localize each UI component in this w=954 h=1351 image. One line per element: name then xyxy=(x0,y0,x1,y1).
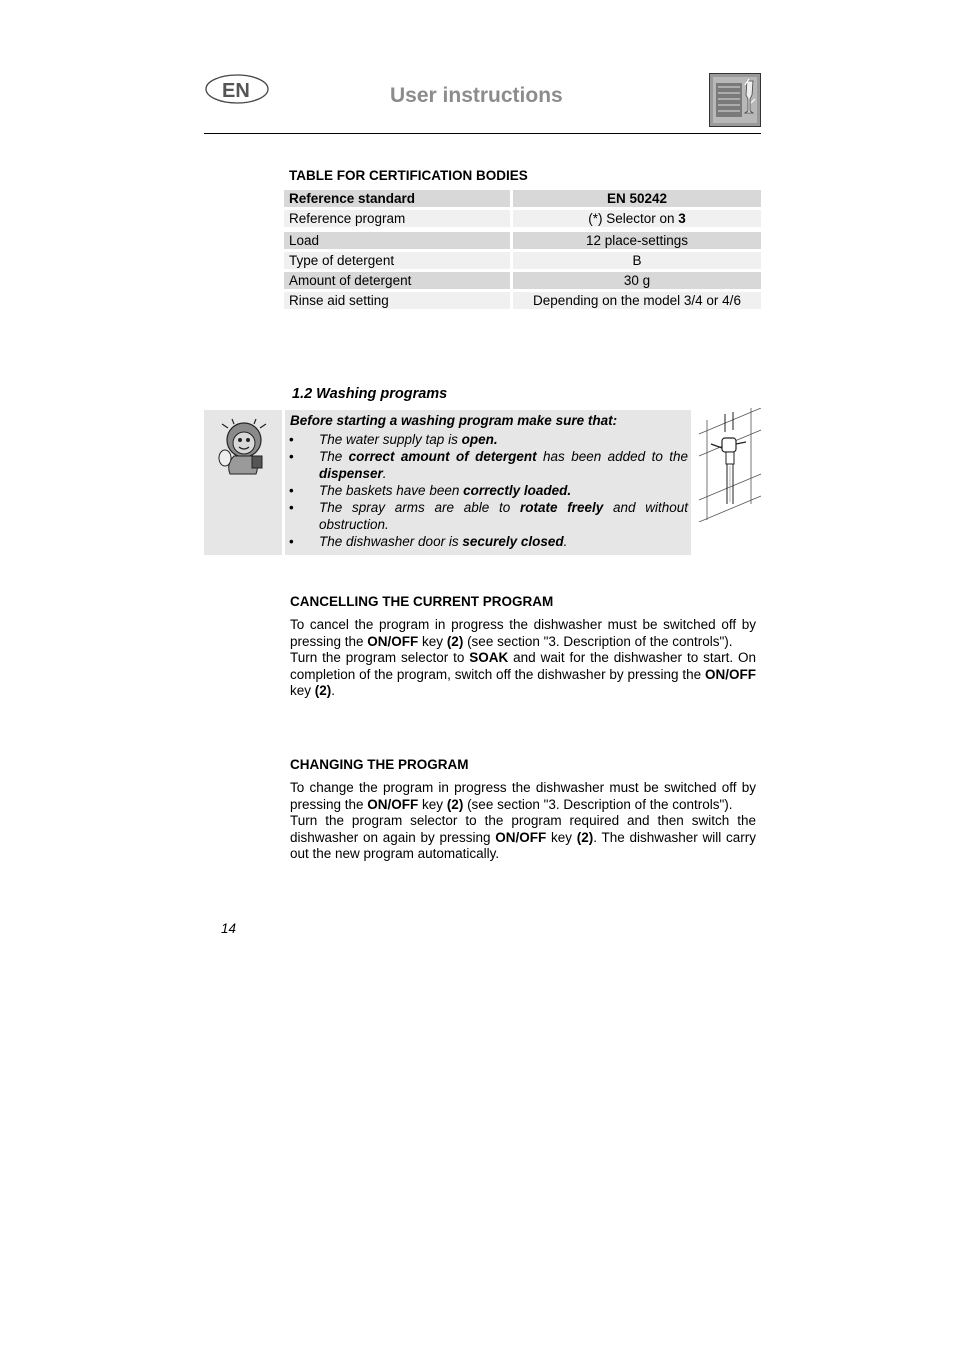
item-text: The spray arms are able to xyxy=(319,500,520,515)
item-text: The dishwasher door is xyxy=(319,534,463,549)
checklist-intro: Before starting a washing program make sure that: xyxy=(290,413,618,428)
table-row xyxy=(284,210,761,227)
soak-label: SOAK xyxy=(469,650,509,666)
item-emphasis: correct amount of detergent xyxy=(348,449,537,464)
list-item xyxy=(285,482,688,499)
paragraph-text: Turn the program selector to xyxy=(290,650,470,666)
language-badge-label: EN xyxy=(222,80,250,102)
item-text: The baskets have been xyxy=(319,483,464,498)
checklist-note xyxy=(285,410,691,555)
paragraph-text: . The dishwasher will carry out the new program automatically. xyxy=(290,829,756,862)
paragraph-text: (see section "3. Description of the controls"). xyxy=(463,633,733,649)
list-item xyxy=(285,448,688,482)
table-cell-value: Depending on the model 3/4 or 4/6 xyxy=(513,292,761,309)
bullet-icon: • xyxy=(289,483,294,498)
on-off-key-label: ON/OFF xyxy=(367,796,419,812)
paragraph-text: key xyxy=(290,683,315,699)
table-row xyxy=(284,252,761,269)
selector-text: (*) Selector on xyxy=(588,211,679,226)
table-cell-value xyxy=(513,210,761,227)
section-heading-washing-programs: 1.2 Washing programs xyxy=(292,386,448,402)
paragraph-text: Turn the program selector to the program required and then switch the dishwasher on again by pressing xyxy=(290,813,756,845)
certification-table-title: TABLE FOR CERTIFICATION BODIES xyxy=(289,168,528,183)
paragraph-text: key xyxy=(546,829,577,845)
key-number: (2) xyxy=(446,796,464,812)
section-heading-cancelling: CANCELLING THE CURRENT PROGRAM xyxy=(290,594,554,609)
table-cell-label: Reference program xyxy=(284,210,510,227)
item-emphasis: open. xyxy=(461,432,498,447)
on-off-key-label: ON/OFF xyxy=(495,829,547,845)
dishwasher-thumbnail-icon xyxy=(709,73,761,127)
paragraph-text: To cancel the program in progress the dishwasher must be switched off by pressing the xyxy=(290,617,756,649)
table-row xyxy=(284,292,761,309)
table-cell-label: Load xyxy=(284,232,510,249)
list-item xyxy=(285,533,688,550)
item-text: . xyxy=(382,466,387,481)
on-off-key-label: ON/OFF xyxy=(367,633,419,649)
paragraph-text: . xyxy=(331,683,336,699)
item-emphasis: correctly loaded. xyxy=(463,483,572,498)
section-heading-changing: CHANGING THE PROGRAM xyxy=(290,757,469,772)
table-cell-label: Amount of detergent xyxy=(284,272,510,289)
list-item xyxy=(285,499,688,533)
item-text: has been added to the xyxy=(536,449,688,464)
water-tap-icon xyxy=(697,408,762,522)
key-number: (2) xyxy=(576,829,594,845)
bullet-icon: • xyxy=(289,449,294,464)
key-number: (2) xyxy=(314,683,332,699)
cancel-paragraph xyxy=(290,617,756,700)
item-text: The water supply tap is xyxy=(319,432,462,447)
item-emphasis: rotate freely xyxy=(519,500,604,515)
item-text: . xyxy=(563,534,568,549)
mascot-icon xyxy=(214,418,270,478)
table-row xyxy=(284,272,761,289)
table-row xyxy=(284,190,761,207)
checklist xyxy=(285,431,688,550)
bullet-icon: • xyxy=(289,500,294,515)
table-cell-label: Reference standard xyxy=(284,190,510,207)
table-row xyxy=(284,232,761,249)
paragraph-text: To change the program in progress the dishwasher must be switched off by pressing the xyxy=(290,780,756,812)
table-cell-value: 30 g xyxy=(513,272,761,289)
paragraph-text: (see section "3. Description of the controls"). xyxy=(463,796,733,812)
list-item xyxy=(285,431,688,448)
paragraph-text: key xyxy=(418,633,447,649)
paragraph-text: and wait for the dishwasher to start. On completion of the program, switch off the dishwasher by pressing the xyxy=(290,650,756,682)
item-emphasis: dispenser xyxy=(319,466,383,481)
paragraph-text: key xyxy=(418,796,447,812)
bullet-icon: • xyxy=(289,432,294,447)
item-emphasis: securely closed xyxy=(462,534,564,549)
item-text: and without obstruction. xyxy=(319,500,688,532)
table-cell-label: Type of detergent xyxy=(284,252,510,269)
page-title: User instructions xyxy=(390,84,563,107)
item-text: The xyxy=(319,449,349,464)
table-cell-label: Rinse aid setting xyxy=(284,292,510,309)
language-badge xyxy=(205,74,269,104)
on-off-key-label: ON/OFF xyxy=(705,666,756,682)
selector-number: 3 xyxy=(678,211,686,226)
table-cell-value: EN 50242 xyxy=(513,190,761,207)
bullet-icon: • xyxy=(289,534,294,549)
page-number: 14 xyxy=(221,921,237,936)
header-divider xyxy=(204,133,761,134)
table-cell-value: 12 place-settings xyxy=(513,232,761,249)
key-number: (2) xyxy=(446,633,464,649)
change-paragraph xyxy=(290,780,756,863)
table-cell-value: B xyxy=(513,252,761,269)
